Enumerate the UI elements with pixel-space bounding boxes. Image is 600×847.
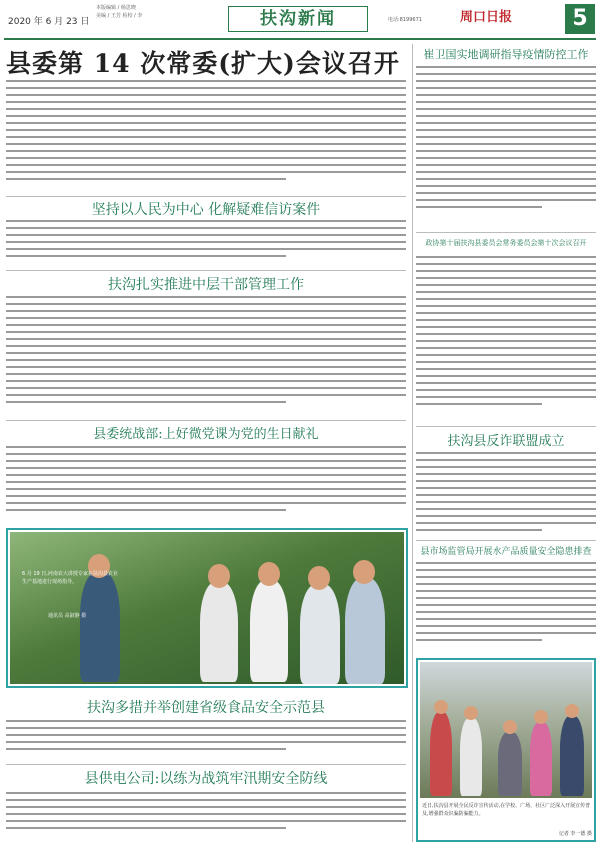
section-title: 扶沟新闻 — [228, 6, 368, 32]
photo-anti-fraud-event — [420, 662, 592, 798]
article-body-6 — [6, 792, 406, 842]
photo-caption-anti-fraud: 近日,扶沟县开展全民反诈宣传活动,在学校、广场、社区广泛深入开展宣传普及,增强群众识骗防骗能力。 — [422, 803, 591, 817]
photo-person — [300, 584, 340, 684]
photo-person — [200, 582, 238, 682]
contact-phone: 电话:8199671 — [388, 17, 422, 23]
photo-person-head — [534, 710, 548, 724]
photo-person-head — [208, 564, 230, 588]
headline-cadre: 扶沟扎实推进中层干部管理工作 — [108, 277, 304, 293]
photo-person — [250, 580, 288, 682]
article-body-r2 — [416, 256, 596, 424]
photo-person-head — [565, 704, 579, 718]
issue-date: 2020 年 6 月 23 日 — [8, 17, 90, 27]
headline-united-front: 县委统战部:上好微党课为党的生日献礼 — [93, 427, 319, 442]
photo-person — [430, 712, 452, 796]
article-body-3 — [6, 296, 406, 416]
photo-farm-guidance — [10, 532, 404, 684]
article-body-5 — [6, 720, 406, 760]
photo-person-head — [503, 720, 517, 734]
headline-cppcc: 政协第十届扶沟县委员会常务委员会第十次会议召开 — [425, 239, 587, 247]
editor-credits: 本版编辑 / 杨思晓 美编 / 王芳 检校 / 李 — [96, 5, 143, 19]
headline-market-supervision: 县市场监管局开展水产品质量安全隐患排查 — [420, 547, 592, 557]
headline-petition: 坚持以人民为中心 化解疑难信访案件 — [91, 202, 321, 218]
photo-person-head — [464, 706, 478, 720]
column-divider — [412, 44, 413, 842]
divider — [6, 270, 406, 271]
photo-person-head — [258, 562, 280, 586]
photo-person-head — [434, 700, 448, 714]
photo-person-head — [353, 560, 375, 584]
page-number: 5 — [565, 4, 595, 34]
masthead-rule — [4, 38, 596, 40]
photo-frame-farm — [6, 528, 408, 688]
photo-person — [498, 732, 522, 796]
newspaper-logo: 周口日报 — [460, 10, 513, 25]
headline-anti-fraud: 扶沟县反诈联盟成立 — [447, 434, 565, 449]
masthead — [0, 0, 600, 38]
photo-credit-farm: 通讯员 高淑静 摄 — [48, 613, 87, 619]
photo-person — [460, 718, 482, 796]
photo-person — [345, 578, 385, 684]
photo-caption-farm: 6 月 19 日,河南农大讲授专家在扶沟县农业生产基地进行现场指导。 — [22, 571, 118, 585]
photo-frame-anti-fraud — [416, 658, 596, 842]
divider — [6, 420, 406, 421]
article-body-2 — [6, 220, 406, 268]
article-body-4 — [6, 446, 406, 520]
article-body-r4 — [416, 562, 596, 652]
headline-main: 县委第 14 次常委(扩大)会议召开 — [6, 49, 400, 78]
article-body-r3 — [416, 452, 596, 540]
divider — [416, 232, 596, 233]
headline-food-safety: 扶沟多措并举创建省级食品安全示范县 — [87, 700, 325, 716]
divider — [416, 540, 596, 541]
headline-cui-weiguo: 崔卫国实地调研指导疫情防控工作 — [423, 48, 589, 61]
divider — [416, 426, 596, 427]
photo-person — [530, 722, 552, 796]
photo-person — [560, 716, 584, 796]
article-body-1 — [6, 80, 406, 192]
divider — [6, 764, 406, 765]
photo-person — [80, 572, 120, 682]
headline-power-supply: 县供电公司:以练为战筑牢汛期安全防线 — [84, 771, 328, 787]
divider — [6, 196, 406, 197]
photo-credit-anti-fraud: 记者 李一德 摄 — [558, 831, 592, 837]
article-body-r1 — [416, 66, 596, 226]
photo-person-head — [308, 566, 330, 590]
